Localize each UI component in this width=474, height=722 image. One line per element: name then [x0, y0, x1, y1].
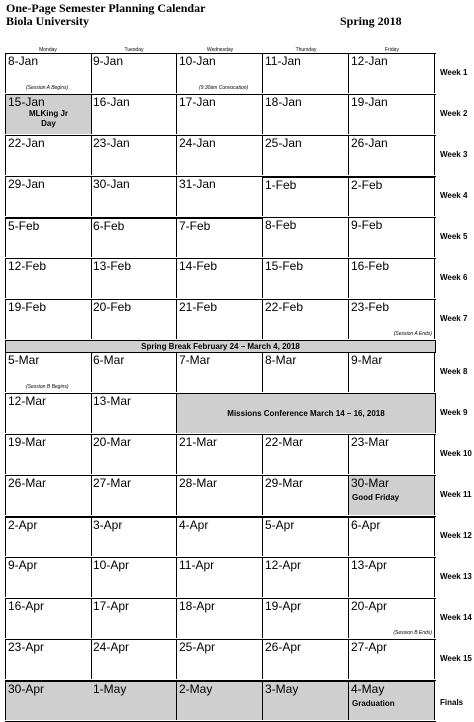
day-cell[interactable] [5, 394, 92, 433]
day-cell[interactable] [5, 300, 92, 339]
day-cell[interactable] [349, 353, 435, 392]
day-cell[interactable] [91, 599, 177, 638]
missions-conference-banner: Missions Conference March 14 – 16, 2018 [177, 394, 436, 433]
date-label: 23-Mar [351, 435, 390, 449]
week-row [5, 435, 472, 476]
day-cell[interactable] [349, 259, 435, 298]
date-label: 22-Jan [8, 136, 45, 150]
event-note: (9:30am Convocation) [199, 85, 249, 91]
day-cell[interactable] [177, 353, 263, 392]
day-cell[interactable] [5, 217, 92, 257]
day-cell[interactable] [177, 136, 263, 175]
date-label: 30-Jan [93, 177, 130, 191]
day-cell[interactable] [177, 177, 263, 216]
week-row [5, 558, 472, 599]
institution-name: Biola University [6, 14, 89, 28]
date-label: 24-Apr [93, 640, 130, 654]
week-label: Week 10 [440, 449, 472, 458]
week-row [5, 300, 468, 341]
date-label: 2-Feb [351, 178, 383, 192]
day-cell[interactable] [263, 300, 349, 339]
day-cell[interactable] [177, 640, 263, 679]
date-label: 6-Mar [93, 353, 125, 367]
date-label: 5-Mar [8, 353, 40, 367]
week-row [5, 476, 472, 517]
date-label: 13-Mar [93, 394, 132, 408]
day-cell[interactable] [263, 516, 349, 556]
day-cell[interactable] [349, 516, 435, 556]
week-row [5, 54, 468, 95]
day-cell[interactable] [349, 176, 435, 216]
day-cell[interactable] [91, 435, 177, 474]
date-label: 28-Mar [179, 476, 218, 490]
day-cell[interactable] [349, 599, 435, 638]
date-label: 12-Mar [8, 394, 47, 408]
event-note: (Session A Ends) [393, 331, 432, 337]
calendar-grid [5, 53, 472, 722]
date-label: 31-Jan [179, 177, 216, 191]
page-title: One-Page Semester Planning Calendar [6, 1, 206, 15]
date-label: 19-Feb [8, 300, 47, 314]
day-cell[interactable] [91, 217, 177, 257]
event-note: (Session B Ends) [393, 630, 432, 636]
date-label: 29-Jan [8, 177, 45, 191]
week-label: Week 1 [440, 68, 468, 77]
date-label: 10-Apr [93, 558, 130, 572]
day-cell[interactable] [349, 54, 435, 93]
day-cell[interactable] [177, 95, 263, 134]
date-label: 11-Jan [265, 54, 301, 68]
event-note: (Session B Begins) [26, 384, 69, 390]
day-cell[interactable] [91, 300, 177, 339]
date-label: 8-Feb [265, 218, 297, 232]
week-label: Week 12 [440, 531, 472, 540]
date-label: 6-Feb [93, 219, 125, 233]
week-label: Finals [440, 698, 464, 707]
day-cell[interactable] [5, 435, 92, 474]
week-row [5, 517, 472, 558]
date-label: 25-Apr [179, 640, 216, 654]
day-cell[interactable] [91, 476, 177, 515]
date-label: 3-May [265, 682, 299, 696]
date-label: 7-Feb [179, 219, 211, 233]
week-label: Week 14 [440, 613, 472, 622]
day-cell[interactable] [349, 680, 435, 720]
date-label: 16-Feb [351, 259, 390, 273]
week-label: Week 6 [440, 273, 468, 282]
date-label: 1-Feb [265, 178, 297, 192]
day-cell[interactable] [5, 476, 92, 515]
spring-break-banner: Spring Break February 24 – March 4, 2018 [5, 341, 436, 353]
day-name-monday: Monday [39, 47, 57, 53]
date-label: 17-Apr [93, 599, 130, 613]
day-cell[interactable] [91, 353, 177, 392]
day-cell[interactable] [263, 599, 349, 638]
date-label: 19-Mar [8, 435, 47, 449]
date-label: 17-Jan [179, 95, 216, 109]
day-cell[interactable] [349, 640, 435, 679]
date-label: 14-Feb [179, 259, 218, 273]
day-cell[interactable] [5, 353, 92, 392]
day-cell[interactable] [263, 476, 349, 515]
date-label: 2-May [179, 682, 213, 696]
date-label: 4-Apr [179, 518, 209, 532]
day-cell[interactable] [263, 136, 349, 175]
date-label: 9-Jan [93, 54, 124, 68]
date-label: 21-Mar [179, 435, 218, 449]
day-cell[interactable] [5, 259, 92, 298]
week-label: Week 15 [440, 654, 472, 663]
date-label: 22-Mar [265, 435, 304, 449]
date-label: 20-Feb [93, 300, 132, 314]
date-label: 5-Feb [8, 219, 40, 233]
day-cell[interactable] [91, 95, 177, 134]
event-label: Good Friday [352, 493, 400, 502]
date-label: 9-Mar [351, 353, 383, 367]
date-label: 7-Mar [179, 353, 211, 367]
day-cell[interactable] [5, 558, 92, 597]
week-row [5, 218, 468, 259]
day-name-thursday: Thursday [295, 47, 317, 53]
week-label: Week 8 [440, 367, 468, 376]
week-row [5, 599, 472, 640]
date-label: 13-Apr [351, 558, 388, 572]
day-cell[interactable] [263, 259, 349, 298]
date-label: 16-Apr [8, 599, 45, 613]
date-label: 24-Jan [179, 136, 216, 150]
week-row [5, 95, 468, 136]
day-name-wednesday: Wednesday [206, 47, 234, 53]
day-cell[interactable] [5, 54, 92, 93]
day-cell[interactable] [91, 680, 177, 720]
date-label: 4-May [351, 682, 385, 696]
date-label: 2-Apr [8, 518, 38, 532]
day-cell[interactable] [349, 300, 435, 339]
day-cell[interactable] [177, 217, 263, 257]
date-label: 9-Feb [351, 218, 383, 232]
date-label: 6-Apr [351, 518, 381, 532]
day-cell[interactable] [349, 136, 435, 175]
day-cell[interactable] [177, 300, 263, 339]
date-label: 20-Apr [351, 599, 388, 613]
week-label: Week 2 [440, 109, 468, 118]
day-cell[interactable] [263, 95, 349, 134]
day-cell[interactable] [177, 435, 263, 474]
day-cell[interactable] [91, 54, 177, 93]
day-cell[interactable] [91, 136, 177, 175]
date-label: 12-Jan [351, 54, 388, 68]
week-row [5, 394, 468, 435]
date-label: 21-Feb [179, 300, 218, 314]
date-label: 3-Apr [93, 518, 123, 532]
date-label: 23-Jan [93, 136, 130, 150]
day-cell[interactable] [177, 54, 263, 93]
day-cell[interactable] [5, 177, 92, 216]
date-label: 27-Mar [93, 476, 132, 490]
week-row [5, 681, 464, 722]
date-label: 29-Mar [265, 476, 304, 490]
week-row [5, 177, 468, 218]
date-label: 19-Jan [351, 95, 388, 109]
date-label: 25-Jan [265, 136, 302, 150]
week-label: Week 5 [440, 232, 468, 241]
day-cell[interactable] [263, 435, 349, 474]
day-cell[interactable] [177, 680, 263, 720]
date-label: 22-Feb [265, 300, 304, 314]
day-cell[interactable] [5, 640, 92, 679]
day-name-friday: Friday [385, 47, 399, 53]
week-row [5, 136, 468, 177]
day-cell[interactable] [263, 680, 349, 720]
date-label: 12-Feb [8, 259, 47, 273]
day-cell[interactable] [5, 516, 92, 556]
date-label: 8-Jan [8, 54, 39, 68]
week-label: Week 11 [440, 490, 472, 499]
date-label: 23-Feb [351, 300, 390, 314]
week-row [5, 259, 468, 300]
date-label: 15-Feb [265, 259, 304, 273]
week-label: Week 9 [440, 408, 468, 417]
date-label: 30-Apr [8, 682, 45, 696]
day-cell[interactable] [91, 177, 177, 216]
day-cell[interactable] [349, 218, 435, 257]
date-label: 1-May [93, 682, 127, 696]
date-label: 9-Apr [8, 558, 38, 572]
date-label: 26-Jan [351, 136, 388, 150]
day-cell[interactable] [5, 599, 92, 638]
day-cell[interactable] [349, 476, 435, 515]
day-cell[interactable] [349, 558, 435, 597]
day-cell[interactable] [177, 599, 263, 638]
date-label: 26-Apr [265, 640, 302, 654]
day-cell[interactable] [349, 435, 435, 474]
date-label: 15-Jan [8, 95, 45, 109]
day-cell[interactable] [263, 558, 349, 597]
week-label: Week 4 [440, 191, 468, 200]
event-note: (Session A Begins) [26, 85, 69, 91]
date-label: 13-Feb [93, 259, 132, 273]
date-label: 26-Mar [8, 476, 47, 490]
day-cell[interactable] [177, 476, 263, 515]
day-name-tuesday: Tuesday [124, 47, 144, 53]
day-cell[interactable] [177, 516, 263, 556]
date-label: 16-Jan [93, 95, 130, 109]
date-label: 19-Apr [265, 599, 302, 613]
day-cell[interactable] [5, 95, 92, 134]
day-cell[interactable] [91, 259, 177, 298]
date-label: 8-Mar [265, 353, 297, 367]
week-label: Week 3 [440, 150, 468, 159]
day-cell[interactable] [263, 353, 349, 392]
date-label: 11-Apr [179, 558, 215, 572]
day-cell[interactable] [263, 640, 349, 679]
day-cell[interactable] [91, 516, 177, 556]
day-cell[interactable] [177, 558, 263, 597]
date-label: 12-Apr [265, 558, 302, 572]
week-label: Week 7 [440, 314, 468, 323]
term-label: Spring 2018 [340, 14, 402, 28]
event-label: MLKing Jr Day [28, 109, 69, 128]
day-cell[interactable] [91, 640, 177, 679]
week-row [5, 353, 468, 394]
day-cell[interactable] [177, 259, 263, 298]
day-cell[interactable] [91, 394, 177, 433]
day-cell[interactable] [5, 136, 92, 175]
day-cell[interactable] [263, 218, 349, 257]
date-label: 18-Apr [179, 599, 216, 613]
date-label: 23-Apr [8, 640, 45, 654]
day-cell[interactable] [5, 680, 92, 720]
date-label: 5-Apr [265, 518, 295, 532]
day-cell[interactable] [91, 558, 177, 597]
event-label: Graduation [352, 699, 395, 708]
day-cell[interactable] [349, 95, 435, 134]
day-cell[interactable] [263, 54, 349, 93]
date-label: 30-Mar [351, 476, 390, 490]
date-label: 27-Apr [351, 640, 388, 654]
date-label: 20-Mar [93, 435, 132, 449]
date-label: 10-Jan [179, 54, 216, 68]
week-label: Week 13 [440, 572, 472, 581]
day-cell[interactable] [263, 176, 349, 216]
week-row [5, 640, 472, 681]
date-label: 18-Jan [265, 95, 302, 109]
